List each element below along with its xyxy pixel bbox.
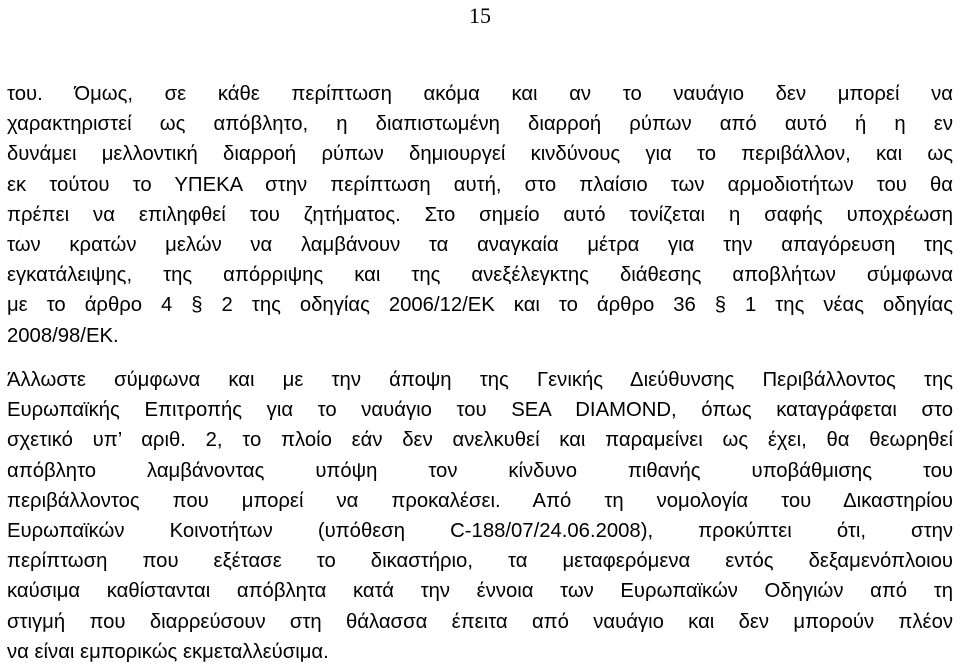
text-line: στιγμή που διαρρεύσουν στη θάλασσα έπειτα από ναυάγιο και δεν μπορούν πλέον xyxy=(7,610,953,633)
text-line: Ευρωπαϊκών Κοινοτήτων (υπόθεση C-188/07/24.06.2008), προκύπτει ότι, στην xyxy=(7,519,953,542)
page-number: 15 xyxy=(469,3,491,28)
text-line: Ευρωπαϊκής Επιτροπής για το ναυάγιο του SEA DIAMOND, όπως καταγράφεται στο xyxy=(7,399,953,422)
text-line: απόβλητο λαμβάνοντας υπόψη τον κίνδυνο πιθανής υποβάθμισης του xyxy=(7,459,953,482)
paragraph-1 xyxy=(7,79,953,351)
paragraph-2 xyxy=(7,365,953,667)
text-line: περιβάλλοντος που μπορεί να προκαλέσει. Από τη νομολογία του Δικαστηρίου xyxy=(7,489,953,512)
text-line: δυνάμει μελλοντική διαρροή ρύπων δημιουργεί κινδύνους για το περιβάλλον, και ως xyxy=(7,143,953,166)
text-line: του. Όμως, σε κάθε περίπτωση ακόμα και αν το ναυάγιο δεν μπορεί να xyxy=(7,83,953,105)
text-line: εγκατάλειψης, της απόρριψης και της ανεξέλεγκτης διάθεσης αποβλήτων σύμφωνα xyxy=(7,264,953,287)
text-line: 2008/98/ΕΚ. xyxy=(7,324,119,347)
text-line: πρέπει να επιληφθεί του ζητήματος. Στο σημείο αυτό τονίζεται η σαφής υποχρέωση xyxy=(7,203,953,226)
text-line: περίπτωση που εξέτασε το δικαστήριο, τα μεταφερόμενα εντός δεξαμενόπλοιου xyxy=(7,550,953,573)
text-line: Άλλωστε σύμφωνα και με την άποψη της Γενικής Διεύθυνσης Περιβάλλοντος της xyxy=(7,369,953,391)
text-line: χαρακτηριστεί ως απόβλητο, η διαπιστωμένη διαρροή ρύπων από αυτό ή η εν xyxy=(7,113,953,136)
text-line: καύσιμα καθίστανται απόβλητα κατά την έννοια των Ευρωπαϊκών Οδηγιών από τη xyxy=(7,580,953,603)
text-line: να είναι εμπορικώς εκμεταλλεύσιμα. xyxy=(7,640,329,663)
text-line: σχετικό υπ’ αριθ. 2, το πλοίο εάν δεν ανελκυθεί και παραμείνει ως έχει, θα θεωρηθεί xyxy=(7,429,953,452)
text-line: των κρατών μελών να λαμβάνουν τα αναγκαία μέτρα για την απαγόρευση της xyxy=(7,233,953,256)
text-line: εκ τούτου το ΥΠΕΚΑ στην περίπτωση αυτή, στο πλαίσιο των αρμοδιοτήτων του θα xyxy=(7,173,953,196)
text-line: με το άρθρο 4 § 2 της οδηγίας 2006/12/ΕΚ και το άρθρο 36 § 1 της νέας οδηγίας xyxy=(7,294,953,317)
